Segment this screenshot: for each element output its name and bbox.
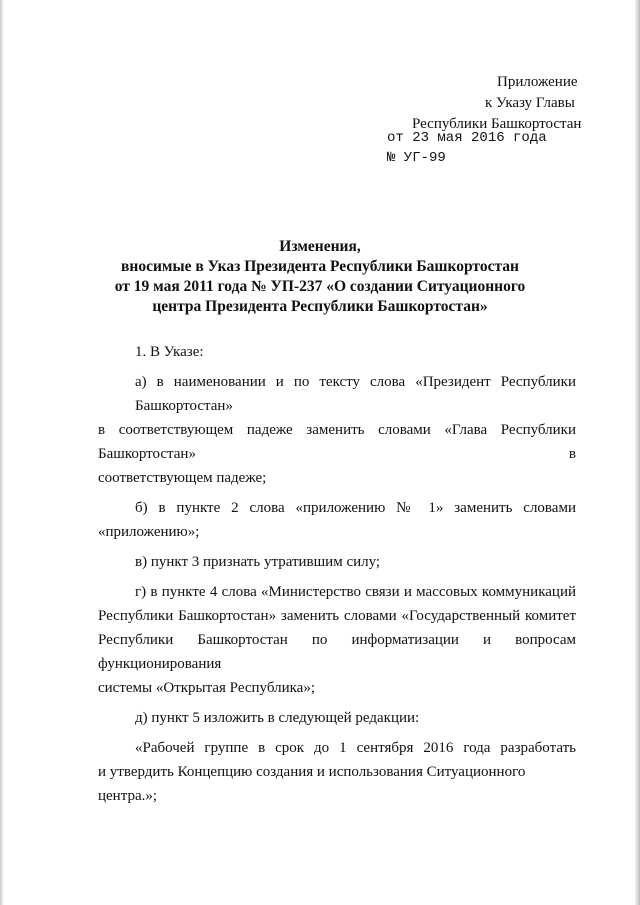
paragraph-5-line-4: системы «Открытая Республика»;: [98, 680, 315, 696]
paragraph-5-line-1: г) в пункте 4 слова «Министерство связи и массовых коммуникаций: [135, 584, 576, 600]
attachment-number: № УГ-99: [387, 150, 446, 166]
paragraph-7-line-1: «Рабочей группе в срок до 1 сентября 2016 года разработать: [135, 740, 576, 756]
paragraph-2-line-2: в соответствующем падеже заменить словами «Глава Республики Башкортостан» в: [98, 422, 576, 462]
title-line-4: центра Президента Республики Башкортостан»: [152, 298, 488, 315]
paragraph-2-line-1: а) в наименовании и по тексту слова «Президент Республики Башкортостан»: [135, 374, 576, 414]
paragraph-5: [98, 580, 576, 700]
attachment-date: от 23 мая 2016 года: [387, 130, 547, 146]
paragraph-1: 1. В Указе:: [135, 344, 204, 360]
paragraph-3-line-2: «приложению»;: [98, 524, 200, 540]
paragraph-7-line-2: и утвердить Концепцию создания и использования Ситуационного центра.»;: [98, 764, 526, 804]
document-body: [98, 340, 576, 808]
paragraph-3: [98, 496, 576, 544]
paragraph-2: [98, 370, 576, 490]
attachment-line-2: к Указу Главы: [485, 95, 575, 111]
attachment-line-3: Республики Башкортостан: [412, 116, 582, 132]
attachment-line-1: Приложение: [497, 74, 578, 90]
scan-edge-left: [0, 0, 4, 905]
paragraph-3-line-1: б) в пункте 2 слова «приложению № 1» заменить словами: [135, 500, 576, 516]
paragraph-4: в) пункт 3 признать утратившим силу;: [135, 554, 381, 570]
title-line-1: Изменения,: [279, 238, 361, 255]
paragraph-7: [98, 736, 576, 808]
document-title: [90, 237, 550, 317]
paragraph-5-line-3: Республики Башкортостан по информатизации и вопросам функционирования: [98, 632, 576, 672]
title-line-2: вносимые в Указ Президента Республики Башкортостан: [121, 258, 519, 275]
paragraph-2-line-3: соответствующем падеже;: [98, 470, 267, 486]
paragraph-6: д) пункт 5 изложить в следующей редакции:: [135, 710, 420, 726]
title-line-3: от 19 мая 2011 года № УП-237 «О создании Ситуационного: [114, 278, 526, 295]
scan-edge-right: [634, 0, 640, 905]
paragraph-5-line-2: Республики Башкортостан» заменить словами «Государственный комитет: [98, 608, 576, 624]
